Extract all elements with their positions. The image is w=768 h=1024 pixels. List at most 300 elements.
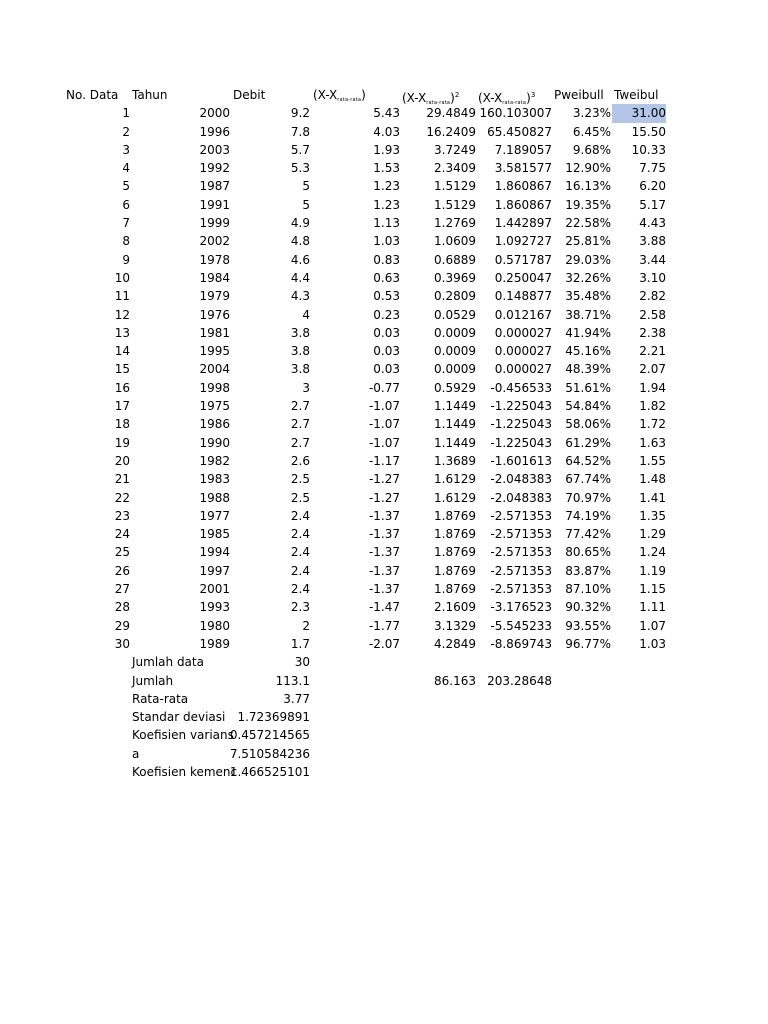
cell-no[interactable]: 5 xyxy=(122,179,130,194)
cell-debit[interactable]: 1.7 xyxy=(290,636,310,651)
cell-pweibull[interactable]: 38.71% xyxy=(565,307,611,322)
cell-deviation-squared[interactable]: 0.5929 xyxy=(434,380,476,395)
cell-tahun[interactable]: 2004 xyxy=(199,362,230,377)
cell-deviation[interactable]: -1.37 xyxy=(368,545,400,560)
cell-deviation-squared[interactable]: 3.1329 xyxy=(434,618,476,633)
table-row xyxy=(0,415,768,433)
header-pweibull[interactable]: Pweibull xyxy=(554,88,604,102)
cell-tahun[interactable]: 1994 xyxy=(199,545,230,560)
header-tahun[interactable]: Tahun xyxy=(132,88,168,102)
cell-deviation-cubed[interactable]: -2.571353 xyxy=(490,527,552,542)
cell-pweibull[interactable]: 74.19% xyxy=(565,508,611,523)
cell-deviation-squared[interactable]: 1.2769 xyxy=(434,216,476,231)
cell-no[interactable]: 4 xyxy=(122,161,130,176)
cell-tahun[interactable]: 1984 xyxy=(199,270,230,285)
cell-pweibull[interactable]: 41.94% xyxy=(565,325,611,340)
cell-deviation-cubed[interactable]: 1.092727 xyxy=(494,234,552,249)
cell-deviation-squared[interactable]: 1.8769 xyxy=(434,508,476,523)
summary-label[interactable]: Koefisien kemenc xyxy=(132,764,238,779)
summary-value[interactable]: 7.510584236 xyxy=(229,746,310,761)
summary-sum-d3[interactable]: 203.28648 xyxy=(487,673,552,688)
summary-value[interactable]: 0.457214565 xyxy=(229,728,310,743)
cell-no[interactable]: 9 xyxy=(122,252,130,267)
cell-debit[interactable]: 2.5 xyxy=(290,490,310,505)
cell-deviation-squared[interactable]: 1.3689 xyxy=(434,453,476,468)
table-row xyxy=(0,360,768,378)
cell-tweibul[interactable]: 1.35 xyxy=(639,508,666,523)
cell-deviation-squared[interactable]: 4.2849 xyxy=(434,636,476,651)
cell-deviation-squared[interactable]: 0.2809 xyxy=(434,289,476,304)
table-row xyxy=(0,470,768,488)
cell-tweibul[interactable]: 1.24 xyxy=(639,545,666,560)
cell-tweibul[interactable]: 2.21 xyxy=(639,344,666,359)
cell-no[interactable]: 30 xyxy=(114,636,130,651)
cell-debit[interactable]: 4.4 xyxy=(290,270,310,285)
cell-tweibul[interactable]: 2.82 xyxy=(639,289,666,304)
cell-tahun[interactable]: 1997 xyxy=(199,563,230,578)
cell-deviation[interactable]: 0.63 xyxy=(373,270,400,285)
cell-pweibull[interactable]: 19.35% xyxy=(565,197,611,212)
cell-deviation[interactable]: 1.93 xyxy=(373,142,400,157)
cell-no[interactable]: 8 xyxy=(122,234,130,249)
summary-koefisien-varians xyxy=(0,726,768,744)
cell-no[interactable]: 19 xyxy=(114,435,130,450)
cell-deviation[interactable]: -1.37 xyxy=(368,563,400,578)
cell-no[interactable]: 29 xyxy=(114,618,130,633)
header-row xyxy=(0,86,768,104)
cell-debit[interactable]: 4.6 xyxy=(290,252,310,267)
cell-debit[interactable]: 2.7 xyxy=(290,399,310,414)
cell-no[interactable]: 10 xyxy=(114,270,130,285)
table-row xyxy=(0,397,768,415)
summary-rata-rata xyxy=(0,690,768,708)
cell-tahun[interactable]: 1999 xyxy=(199,216,230,231)
cell-no[interactable]: 22 xyxy=(114,490,130,505)
header-deviation[interactable]: $(X-X_{rata-rata})$ xyxy=(313,88,366,103)
cell-no[interactable]: 21 xyxy=(114,472,130,487)
cell-pweibull[interactable]: 70.97% xyxy=(565,490,611,505)
cell-deviation[interactable]: 1.23 xyxy=(373,179,400,194)
cell-deviation[interactable]: -1.77 xyxy=(368,618,400,633)
cell-deviation-cubed[interactable]: -0.456533 xyxy=(490,380,552,395)
cell-tahun[interactable]: 1978 xyxy=(199,252,230,267)
cell-no[interactable]: 1 xyxy=(122,106,130,121)
cell-debit[interactable]: 2.3 xyxy=(290,600,310,615)
cell-deviation[interactable]: -1.27 xyxy=(368,472,400,487)
summary-value[interactable]: 1.72369891 xyxy=(237,710,310,725)
cell-no[interactable]: 28 xyxy=(114,600,130,615)
cell-deviation[interactable]: 0.03 xyxy=(373,325,400,340)
cell-pweibull[interactable]: 90.32% xyxy=(565,600,611,615)
cell-tahun[interactable]: 2000 xyxy=(199,106,230,121)
cell-deviation-cubed[interactable]: 0.148877 xyxy=(494,289,552,304)
cell-tahun[interactable]: 1993 xyxy=(199,600,230,615)
cell-deviation[interactable]: 1.53 xyxy=(373,161,400,176)
cell-tahun[interactable]: 1998 xyxy=(199,380,230,395)
cell-pweibull[interactable]: 96.77% xyxy=(565,636,611,651)
header-debit[interactable]: Debit xyxy=(233,88,266,102)
cell-debit[interactable]: 5 xyxy=(302,197,310,212)
table-row xyxy=(0,269,768,287)
cell-pweibull[interactable]: 29.03% xyxy=(565,252,611,267)
cell-deviation-cubed[interactable]: 0.000027 xyxy=(494,325,552,340)
cell-deviation[interactable]: 0.23 xyxy=(373,307,400,322)
cell-deviation-cubed[interactable]: -1.225043 xyxy=(490,435,552,450)
cell-pweibull[interactable]: 6.45% xyxy=(572,124,611,139)
cell-tweibul[interactable]: 1.48 xyxy=(639,472,666,487)
cell-tahun[interactable]: 1987 xyxy=(199,179,230,194)
cell-tweibul[interactable]: 1.15 xyxy=(639,582,666,597)
cell-pweibull[interactable]: 9.68% xyxy=(572,142,611,157)
cell-deviation-squared[interactable]: 0.0009 xyxy=(434,344,476,359)
cell-debit[interactable]: 5 xyxy=(302,179,310,194)
cell-tweibul[interactable]: 4.43 xyxy=(639,216,666,231)
cell-no[interactable]: 6 xyxy=(122,197,130,212)
summary-value[interactable]: 3.77 xyxy=(283,691,310,706)
cell-deviation-cubed[interactable]: -2.048383 xyxy=(490,472,552,487)
cell-debit[interactable]: 2.4 xyxy=(290,563,310,578)
cell-deviation-cubed[interactable]: 7.189057 xyxy=(494,142,552,157)
cell-deviation[interactable]: 0.03 xyxy=(373,344,400,359)
cell-tweibul[interactable]: 5.17 xyxy=(639,197,666,212)
summary-label[interactable]: a xyxy=(132,746,140,761)
cell-pweibull[interactable]: 54.84% xyxy=(565,399,611,414)
cell-tahun[interactable]: 2002 xyxy=(199,234,230,249)
cell-tweibul[interactable]: 1.55 xyxy=(639,453,666,468)
table-row xyxy=(0,635,768,653)
cell-tahun[interactable]: 1985 xyxy=(199,527,230,542)
cell-deviation[interactable]: -2.07 xyxy=(368,636,400,651)
cell-pweibull[interactable]: 77.42% xyxy=(565,527,611,542)
cell-pweibull[interactable]: 80.65% xyxy=(565,545,611,560)
cell-debit[interactable]: 5.3 xyxy=(290,161,310,176)
summary-jumlah-data xyxy=(0,653,768,671)
cell-no[interactable]: 18 xyxy=(114,417,130,432)
table-row xyxy=(0,617,768,635)
cell-pweibull[interactable]: 87.10% xyxy=(565,582,611,597)
cell-deviation[interactable]: -1.47 xyxy=(368,600,400,615)
cell-deviation[interactable]: 4.03 xyxy=(373,124,400,139)
cell-debit[interactable]: 5.7 xyxy=(290,142,310,157)
cell-deviation-squared[interactable]: 1.8769 xyxy=(434,527,476,542)
cell-deviation-cubed[interactable]: -1.601613 xyxy=(490,453,552,468)
cell-no[interactable]: 11 xyxy=(114,289,130,304)
summary-label[interactable]: Koefisien varians xyxy=(132,728,234,743)
cell-deviation-squared[interactable]: 1.8769 xyxy=(434,582,476,597)
cell-deviation-cubed[interactable]: -2.571353 xyxy=(490,563,552,578)
cell-deviation-cubed[interactable]: -5.545233 xyxy=(490,618,552,633)
header-tweibul[interactable]: Tweibul xyxy=(614,88,659,102)
table-row xyxy=(0,580,768,598)
header-deviation-squared[interactable]: $(X-X_{rata-rata})^2$ xyxy=(402,91,460,106)
cell-deviation[interactable]: -1.17 xyxy=(368,453,400,468)
cell-tahun[interactable]: 1990 xyxy=(199,435,230,450)
cell-tweibul[interactable]: 1.03 xyxy=(639,636,666,651)
cell-pweibull[interactable]: 32.26% xyxy=(565,270,611,285)
cell-deviation-cubed[interactable]: 160.103007 xyxy=(479,106,552,121)
cell-tweibul[interactable]: 2.07 xyxy=(639,362,666,377)
cell-debit[interactable]: 3 xyxy=(302,380,310,395)
table-row xyxy=(0,232,768,250)
cell-tahun[interactable]: 2003 xyxy=(199,142,230,157)
cell-tweibul[interactable]: 2.58 xyxy=(639,307,666,322)
table-row xyxy=(0,251,768,269)
cell-debit[interactable]: 3.8 xyxy=(290,325,310,340)
cell-deviation-cubed[interactable]: 0.000027 xyxy=(494,362,552,377)
cell-deviation[interactable]: -1.27 xyxy=(368,490,400,505)
cell-pweibull[interactable]: 45.16% xyxy=(565,344,611,359)
table-row xyxy=(0,214,768,232)
cell-debit[interactable]: 2.7 xyxy=(290,417,310,432)
cell-tweibul[interactable]: 1.72 xyxy=(639,417,666,432)
table-row xyxy=(0,434,768,452)
cell-deviation-cubed[interactable]: 0.571787 xyxy=(494,252,552,267)
cell-pweibull[interactable]: 3.23% xyxy=(572,106,611,121)
cell-deviation-cubed[interactable]: 1.860867 xyxy=(494,197,552,212)
cell-pweibull[interactable]: 93.55% xyxy=(565,618,611,633)
cell-no[interactable]: 26 xyxy=(114,563,130,578)
cell-tahun[interactable]: 1992 xyxy=(199,161,230,176)
cell-tahun[interactable]: 1995 xyxy=(199,344,230,359)
table-row xyxy=(0,525,768,543)
cell-deviation-cubed[interactable]: 0.000027 xyxy=(494,344,552,359)
cell-no[interactable]: 14 xyxy=(114,344,130,359)
cell-deviation-cubed[interactable]: -1.225043 xyxy=(490,417,552,432)
cell-tweibul[interactable]: 1.19 xyxy=(639,563,666,578)
cell-deviation-squared[interactable]: 0.0529 xyxy=(434,307,476,322)
cell-deviation-cubed[interactable]: -8.869743 xyxy=(490,636,552,651)
cell-tweibul[interactable]: 3.10 xyxy=(639,270,666,285)
table-row xyxy=(0,324,768,342)
cell-debit[interactable]: 7.8 xyxy=(290,124,310,139)
cell-tweibul[interactable]: 1.94 xyxy=(639,380,666,395)
cell-tahun[interactable]: 1996 xyxy=(199,124,230,139)
cell-deviation[interactable]: 0.53 xyxy=(373,289,400,304)
table-row xyxy=(0,306,768,324)
cell-deviation-cubed[interactable]: -2.571353 xyxy=(490,582,552,597)
cell-no[interactable]: 2 xyxy=(122,124,130,139)
cell-deviation-cubed[interactable]: -2.571353 xyxy=(490,545,552,560)
cell-no[interactable]: 3 xyxy=(122,142,130,157)
cell-deviation[interactable]: -1.37 xyxy=(368,582,400,597)
summary-sum-d2[interactable]: 86.163 xyxy=(434,673,476,688)
cell-tahun[interactable]: 1975 xyxy=(199,399,230,414)
cell-pweibull[interactable]: 48.39% xyxy=(565,362,611,377)
cell-tweibul[interactable]: 3.44 xyxy=(639,252,666,267)
table-row xyxy=(0,287,768,305)
summary-label[interactable]: Jumlah xyxy=(132,673,174,688)
cell-tahun[interactable]: 1981 xyxy=(199,325,230,340)
cell-deviation-squared[interactable]: 3.7249 xyxy=(434,142,476,157)
cell-no[interactable]: 20 xyxy=(114,453,130,468)
cell-tahun[interactable]: 1988 xyxy=(199,490,230,505)
cell-pweibull[interactable]: 83.87% xyxy=(565,563,611,578)
cell-tahun[interactable]: 1983 xyxy=(199,472,230,487)
cell-deviation[interactable]: -1.37 xyxy=(368,508,400,523)
cell-deviation[interactable]: 1.23 xyxy=(373,197,400,212)
cell-debit[interactable]: 2 xyxy=(302,618,310,633)
cell-deviation-squared[interactable]: 1.1449 xyxy=(434,435,476,450)
cell-no[interactable]: 7 xyxy=(122,216,130,231)
cell-debit[interactable]: 2.4 xyxy=(290,545,310,560)
cell-deviation-squared[interactable]: 1.1449 xyxy=(434,399,476,414)
cell-tahun[interactable]: 1986 xyxy=(199,417,230,432)
cell-tahun[interactable]: 1991 xyxy=(199,197,230,212)
cell-deviation-squared[interactable]: 1.0609 xyxy=(434,234,476,249)
cell-tweibul[interactable]: 10.33 xyxy=(631,142,666,157)
cell-deviation-cubed[interactable]: 65.450827 xyxy=(487,124,552,139)
cell-deviation-cubed[interactable]: -3.176523 xyxy=(490,600,552,615)
cell-tweibul[interactable]: 7.75 xyxy=(639,161,666,176)
cell-tweibul[interactable]: 6.20 xyxy=(639,179,666,194)
summary-jumlah xyxy=(0,672,768,690)
cell-deviation-squared[interactable]: 0.6889 xyxy=(434,252,476,267)
table-row xyxy=(0,562,768,580)
cell-debit[interactable]: 2.4 xyxy=(290,527,310,542)
cell-debit[interactable]: 4 xyxy=(302,307,310,322)
cell-no[interactable]: 12 xyxy=(114,307,130,322)
cell-deviation-cubed[interactable]: 3.581577 xyxy=(494,161,552,176)
cell-tweibul[interactable]: 2.38 xyxy=(639,325,666,340)
cell-no[interactable]: 25 xyxy=(114,545,130,560)
cell-deviation-squared[interactable]: 1.6129 xyxy=(434,490,476,505)
cell-no[interactable]: 13 xyxy=(114,325,130,340)
cell-deviation-squared[interactable]: 2.1609 xyxy=(434,600,476,615)
cell-deviation[interactable]: -1.37 xyxy=(368,527,400,542)
cell-pweibull[interactable]: 67.74% xyxy=(565,472,611,487)
cell-deviation-squared[interactable]: 1.6129 xyxy=(434,472,476,487)
cell-debit[interactable]: 3.8 xyxy=(290,362,310,377)
table-row xyxy=(0,489,768,507)
cell-tweibul[interactable]: 15.50 xyxy=(631,124,666,139)
summary-value[interactable]: 30 xyxy=(294,655,310,670)
cell-debit[interactable]: 4.9 xyxy=(290,216,310,231)
header-no-data[interactable]: No. Data xyxy=(66,88,119,102)
cell-tweibul[interactable]: 1.11 xyxy=(639,600,666,615)
table-row xyxy=(0,543,768,561)
cell-debit[interactable]: 2.4 xyxy=(290,508,310,523)
cell-tweibul[interactable]: 1.07 xyxy=(639,618,666,633)
cell-debit[interactable]: 2.5 xyxy=(290,472,310,487)
cell-debit[interactable]: 2.6 xyxy=(290,453,310,468)
cell-tahun[interactable]: 1976 xyxy=(199,307,230,322)
header-deviation-cubed[interactable]: $(X-X_{rata-rata})^3$ xyxy=(478,91,536,106)
cell-deviation[interactable]: 0.03 xyxy=(373,362,400,377)
cell-tahun[interactable]: 1977 xyxy=(199,508,230,523)
cell-deviation-squared[interactable]: 0.0009 xyxy=(434,362,476,377)
cell-deviation[interactable]: -1.07 xyxy=(368,399,400,414)
cell-debit[interactable]: 2.4 xyxy=(290,582,310,597)
cell-deviation[interactable]: 1.03 xyxy=(373,234,400,249)
cell-deviation[interactable]: 1.13 xyxy=(373,216,400,231)
table-row xyxy=(0,141,768,159)
cell-no[interactable]: 16 xyxy=(114,380,130,395)
cell-deviation[interactable]: -0.77 xyxy=(368,380,400,395)
cell-tahun[interactable]: 1989 xyxy=(199,636,230,651)
cell-deviation-squared[interactable]: 2.3409 xyxy=(434,161,476,176)
table-row xyxy=(0,342,768,360)
cell-pweibull[interactable]: 64.52% xyxy=(565,453,611,468)
cell-deviation-cubed[interactable]: 1.442897 xyxy=(494,216,552,231)
table-row xyxy=(0,379,768,397)
cell-deviation[interactable]: 5.43 xyxy=(373,106,400,121)
summary-standar-deviasi xyxy=(0,708,768,726)
data-rows xyxy=(0,104,768,653)
cell-deviation[interactable]: -1.07 xyxy=(368,435,400,450)
cell-tweibul[interactable]: 31.00 xyxy=(612,104,666,122)
cell-tahun[interactable]: 1980 xyxy=(199,618,230,633)
cell-pweibull[interactable]: 35.48% xyxy=(565,289,611,304)
cell-tweibul[interactable]: 1.29 xyxy=(639,527,666,542)
cell-deviation[interactable]: -1.07 xyxy=(368,417,400,432)
cell-deviation-cubed[interactable]: -1.225043 xyxy=(490,399,552,414)
table-row xyxy=(0,507,768,525)
cell-debit[interactable]: 4.8 xyxy=(290,234,310,249)
summary-value[interactable]: 1.466525101 xyxy=(229,764,310,779)
cell-deviation-squared[interactable]: 1.1449 xyxy=(434,417,476,432)
cell-deviation-squared[interactable]: 16.2409 xyxy=(426,124,476,139)
cell-pweibull[interactable]: 25.81% xyxy=(565,234,611,249)
cell-deviation-squared[interactable]: 0.0009 xyxy=(434,325,476,340)
cell-deviation-squared[interactable]: 29.4849 xyxy=(426,106,476,121)
table-row xyxy=(0,104,768,122)
cell-deviation-cubed[interactable]: -2.048383 xyxy=(490,490,552,505)
summary-label[interactable]: Rata-rata xyxy=(132,691,189,706)
summary-value[interactable]: 113.1 xyxy=(275,673,310,688)
cell-no[interactable]: 27 xyxy=(114,582,130,597)
cell-debit[interactable]: 2.7 xyxy=(290,435,310,450)
cell-no[interactable]: 17 xyxy=(114,399,130,414)
cell-deviation-cubed[interactable]: -2.571353 xyxy=(490,508,552,523)
cell-tweibul[interactable]: 1.82 xyxy=(639,399,666,414)
cell-pweibull[interactable]: 22.58% xyxy=(565,216,611,231)
summary-label[interactable]: Standar deviasi xyxy=(132,710,226,725)
cell-deviation-squared[interactable]: 1.8769 xyxy=(434,545,476,560)
table-row xyxy=(0,452,768,470)
cell-deviation-squared[interactable]: 1.5129 xyxy=(434,179,476,194)
cell-deviation-cubed[interactable]: 0.012167 xyxy=(494,307,552,322)
cell-deviation[interactable]: 0.83 xyxy=(373,252,400,267)
cell-deviation-squared[interactable]: 0.3969 xyxy=(434,270,476,285)
cell-deviation-cubed[interactable]: 0.250047 xyxy=(494,270,552,285)
cell-tweibul[interactable]: 3.88 xyxy=(639,234,666,249)
summary-koefisien-kemencengan xyxy=(0,763,768,781)
cell-pweibull[interactable]: 58.06% xyxy=(565,417,611,432)
cell-no[interactable]: 23 xyxy=(114,508,130,523)
spreadsheet xyxy=(0,86,768,781)
cell-debit[interactable]: 3.8 xyxy=(290,344,310,359)
cell-no[interactable]: 24 xyxy=(114,527,130,542)
cell-pweibull[interactable]: 51.61% xyxy=(565,380,611,395)
cell-tahun[interactable]: 1979 xyxy=(199,289,230,304)
cell-debit[interactable]: 4.3 xyxy=(290,289,310,304)
summary-label[interactable]: Jumlah data xyxy=(132,655,204,670)
cell-tahun[interactable]: 2001 xyxy=(199,582,230,597)
cell-tweibul[interactable]: 1.63 xyxy=(639,435,666,450)
cell-pweibull[interactable]: 12.90% xyxy=(565,161,611,176)
cell-tweibul[interactable]: 1.41 xyxy=(639,490,666,505)
cell-pweibull[interactable]: 16.13% xyxy=(565,179,611,194)
cell-no[interactable]: 15 xyxy=(114,362,130,377)
table-row xyxy=(0,196,768,214)
cell-pweibull[interactable]: 61.29% xyxy=(565,435,611,450)
cell-deviation-cubed[interactable]: 1.860867 xyxy=(494,179,552,194)
cell-deviation-squared[interactable]: 1.8769 xyxy=(434,563,476,578)
cell-debit[interactable]: 9.2 xyxy=(290,106,310,121)
table-row xyxy=(0,123,768,141)
cell-tahun[interactable]: 1982 xyxy=(199,453,230,468)
cell-deviation-squared[interactable]: 1.5129 xyxy=(434,197,476,212)
